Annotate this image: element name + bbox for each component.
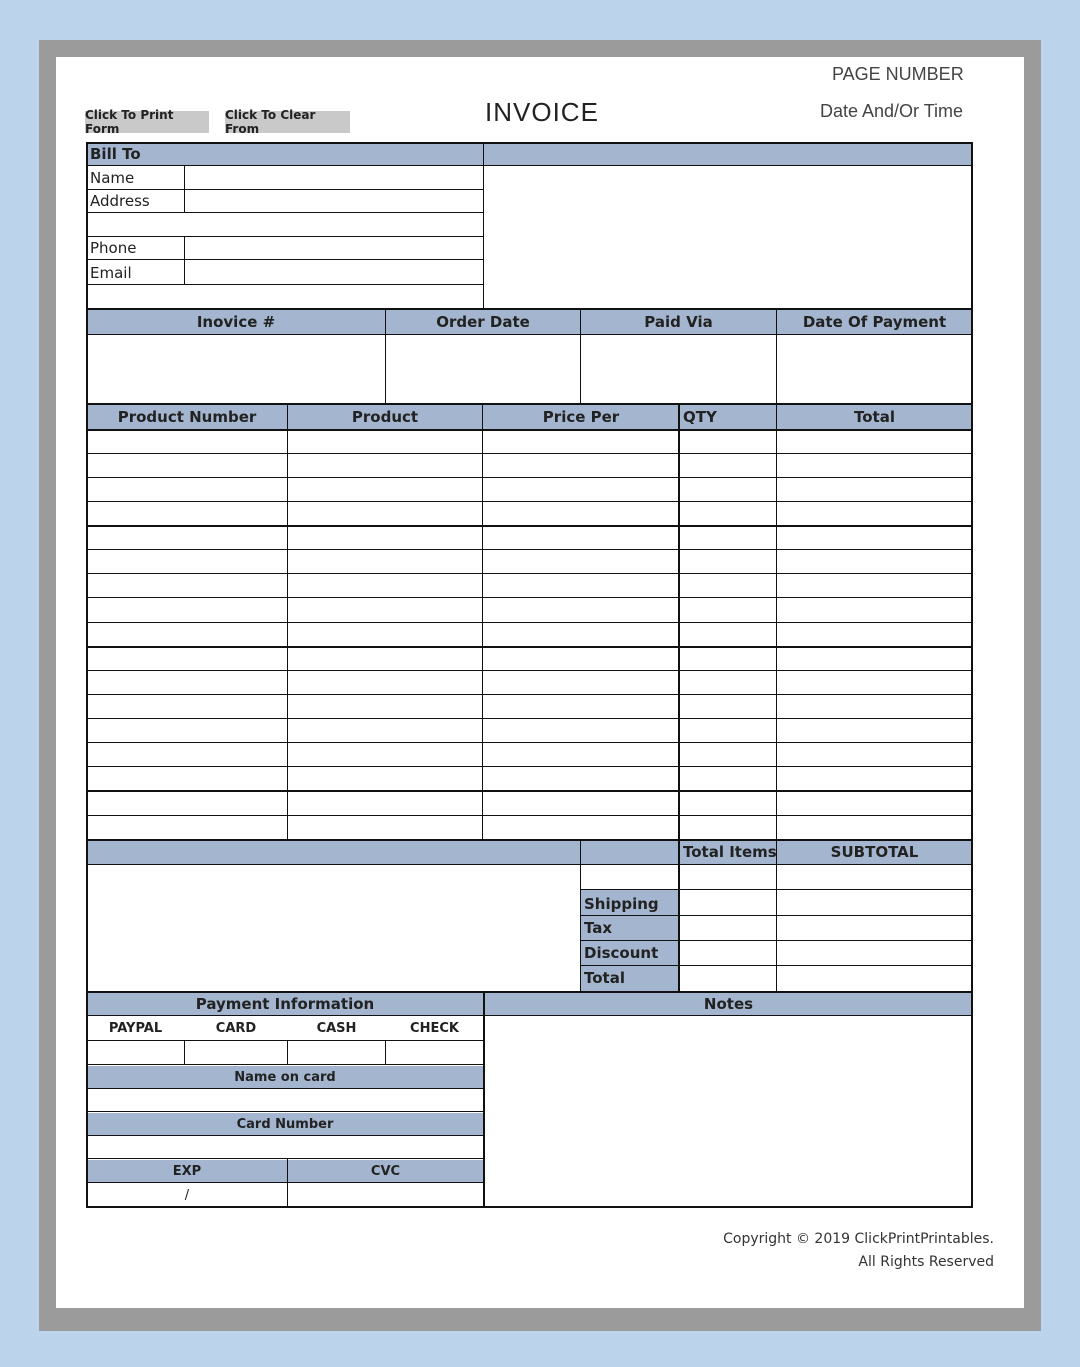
item-cell[interactable] xyxy=(87,624,287,646)
item-cell[interactable] xyxy=(483,768,678,790)
grid-line xyxy=(86,991,973,993)
date-of-payment-label: Date Of Payment xyxy=(802,312,947,331)
item-cell[interactable] xyxy=(680,744,776,766)
order-date-field[interactable] xyxy=(386,336,580,403)
paid-via-label: Paid Via xyxy=(644,312,713,331)
notes-heading: Notes xyxy=(703,994,754,1013)
method-card: CARD xyxy=(215,1021,257,1036)
item-cell[interactable] xyxy=(87,672,287,694)
item-cell[interactable] xyxy=(483,479,678,501)
grid-line xyxy=(184,1040,185,1064)
cash-checkbox[interactable] xyxy=(288,1042,385,1064)
item-cell[interactable] xyxy=(87,527,287,549)
item-cell[interactable] xyxy=(288,599,482,622)
phone-label: Phone xyxy=(90,238,137,257)
item-cell[interactable] xyxy=(680,551,776,573)
item-cell[interactable] xyxy=(288,551,482,573)
grid-line xyxy=(86,1040,484,1041)
name-on-card-label: Name on card xyxy=(234,1069,336,1085)
item-cell[interactable] xyxy=(288,744,482,766)
total-label: Total xyxy=(584,968,625,987)
grid-line xyxy=(86,1182,484,1183)
grid-line xyxy=(86,815,973,816)
item-cell[interactable] xyxy=(87,575,287,597)
grid-line xyxy=(86,766,973,767)
grid-line xyxy=(184,165,185,212)
item-cell[interactable] xyxy=(777,792,972,815)
col-price-per: Price Per xyxy=(542,407,620,426)
item-cell[interactable] xyxy=(777,551,972,573)
bill-to-heading: Bill To xyxy=(90,144,141,163)
grid-line xyxy=(580,915,973,916)
grid-line xyxy=(86,1135,484,1136)
item-cell[interactable] xyxy=(87,768,287,790)
card-checkbox[interactable] xyxy=(185,1042,287,1064)
invoice-number-label: Inovice # xyxy=(196,312,276,331)
item-cell[interactable] xyxy=(288,648,482,670)
item-cell[interactable] xyxy=(777,624,972,646)
item-cell[interactable] xyxy=(87,720,287,742)
grid-line xyxy=(86,1088,484,1089)
address-field[interactable] xyxy=(185,190,483,212)
item-cell[interactable] xyxy=(483,431,678,453)
item-cell[interactable] xyxy=(483,599,678,622)
grid-line xyxy=(580,308,581,404)
bill-to-header-band xyxy=(87,143,972,165)
grid-line xyxy=(86,694,973,695)
grid-line xyxy=(86,597,973,598)
method-cash: CASH xyxy=(316,1021,357,1036)
item-cell[interactable] xyxy=(87,817,287,839)
address-line2-field[interactable] xyxy=(87,213,483,236)
item-cell[interactable] xyxy=(288,575,482,597)
item-cell[interactable] xyxy=(87,696,287,718)
tax-label: Tax xyxy=(584,919,613,937)
exp-field[interactable]: / xyxy=(184,1187,190,1203)
grid-line xyxy=(86,549,973,550)
item-cell[interactable] xyxy=(483,792,678,815)
item-cell[interactable] xyxy=(483,575,678,597)
grid-line xyxy=(776,403,777,991)
grid-line xyxy=(385,308,386,404)
item-cell[interactable] xyxy=(483,817,678,839)
item-cell[interactable] xyxy=(288,720,482,742)
grid-line xyxy=(86,742,973,743)
grid-line xyxy=(86,334,973,335)
item-cell[interactable] xyxy=(680,792,776,815)
item-cell[interactable] xyxy=(777,696,972,718)
item-cell[interactable] xyxy=(777,672,972,694)
item-cell[interactable] xyxy=(680,720,776,742)
item-cell[interactable] xyxy=(288,479,482,501)
phone-field[interactable] xyxy=(185,237,483,259)
item-cell[interactable] xyxy=(87,744,287,766)
ship-to-field[interactable] xyxy=(485,167,971,308)
item-cell[interactable] xyxy=(680,817,776,839)
discount-label: Discount xyxy=(584,944,659,962)
item-cell[interactable] xyxy=(288,431,482,453)
grid-line xyxy=(86,1111,484,1112)
col-qty: QTY xyxy=(683,407,717,426)
grid-line xyxy=(86,477,973,478)
item-cell[interactable] xyxy=(288,624,482,646)
item-cell[interactable] xyxy=(87,792,287,815)
grid-line xyxy=(86,1206,973,1208)
paid-via-field[interactable] xyxy=(581,336,776,403)
check-checkbox[interactable] xyxy=(386,1042,483,1064)
item-cell[interactable] xyxy=(288,455,482,477)
item-cell[interactable] xyxy=(777,817,972,839)
name-field[interactable] xyxy=(185,167,483,189)
item-cell[interactable] xyxy=(288,672,482,694)
col-product: Product xyxy=(351,407,419,426)
cvc-label: CVC xyxy=(370,1163,401,1179)
grid-line xyxy=(86,839,973,841)
grid-line xyxy=(86,1015,973,1016)
item-cell[interactable] xyxy=(777,455,972,477)
subtotal-field[interactable] xyxy=(777,866,972,889)
col-product-number: Product Number xyxy=(117,407,257,426)
shipping-label: Shipping xyxy=(584,894,659,913)
method-check: CHECK xyxy=(410,1021,459,1036)
grid-line xyxy=(86,403,973,405)
grid-line xyxy=(678,403,680,991)
item-cell[interactable] xyxy=(680,768,776,790)
grid-line xyxy=(86,259,484,260)
item-cell[interactable] xyxy=(87,648,287,670)
date-time: Date And/Or Time xyxy=(820,101,964,121)
grid-line xyxy=(776,308,777,404)
grid-line xyxy=(482,403,483,840)
item-cell[interactable] xyxy=(777,527,972,549)
grid-line xyxy=(86,501,973,502)
cvc-field[interactable] xyxy=(288,1184,483,1206)
item-cell[interactable] xyxy=(680,575,776,597)
payment-info-heading: Payment Information xyxy=(195,994,375,1013)
item-cell[interactable] xyxy=(680,672,776,694)
item-cell[interactable] xyxy=(483,672,678,694)
name-on-card-field[interactable] xyxy=(87,1090,483,1111)
item-cell[interactable] xyxy=(680,599,776,622)
print-form-button[interactable]: Click To Print Form xyxy=(85,111,209,133)
item-cell[interactable] xyxy=(680,527,776,549)
grid-line xyxy=(86,142,973,144)
date-of-payment-field[interactable] xyxy=(777,336,972,403)
grid-line xyxy=(86,189,484,190)
item-cell[interactable] xyxy=(680,696,776,718)
item-cell[interactable] xyxy=(288,503,482,525)
grid-line xyxy=(86,165,973,166)
subtotal-label: SUBTOTAL xyxy=(830,843,919,861)
item-cell[interactable] xyxy=(777,431,972,453)
item-cell[interactable] xyxy=(87,455,287,477)
item-cell[interactable] xyxy=(680,455,776,477)
copyright-line1: Copyright © 2019 ClickPrintPrintables. xyxy=(723,1231,994,1247)
grid-line xyxy=(86,1158,484,1159)
item-cell[interactable] xyxy=(777,503,972,525)
paypal-checkbox[interactable] xyxy=(87,1042,184,1064)
item-cell[interactable] xyxy=(777,479,972,501)
method-paypal: PAYPAL xyxy=(108,1021,163,1036)
item-cell[interactable] xyxy=(777,720,972,742)
grid-line xyxy=(86,236,484,237)
item-cell[interactable] xyxy=(483,527,678,549)
discount-field[interactable] xyxy=(777,942,972,965)
total-field[interactable] xyxy=(777,966,972,990)
grid-line xyxy=(184,236,185,284)
page-number: PAGE NUMBER xyxy=(832,64,964,84)
item-cell[interactable] xyxy=(777,575,972,597)
exp-label: EXP xyxy=(172,1163,202,1179)
item-cell[interactable] xyxy=(87,479,287,501)
item-cell[interactable] xyxy=(288,817,482,839)
card-number-label: Card Number xyxy=(236,1116,334,1132)
item-cell[interactable] xyxy=(483,503,678,525)
item-cell[interactable] xyxy=(87,551,287,573)
clear-form-button[interactable]: Click To Clear From xyxy=(225,111,350,133)
comments-field[interactable] xyxy=(87,866,579,991)
invoice-number-field[interactable] xyxy=(87,336,385,403)
item-cell[interactable] xyxy=(483,551,678,573)
grid-line xyxy=(287,1040,288,1064)
grid-line xyxy=(86,142,88,1208)
item-cell[interactable] xyxy=(87,599,287,622)
notes-field[interactable] xyxy=(485,1017,971,1206)
item-cell[interactable] xyxy=(680,648,776,670)
page-title: INVOICE xyxy=(485,97,599,127)
item-cell[interactable] xyxy=(288,527,482,549)
grid-line xyxy=(483,991,485,1207)
address-label: Address xyxy=(90,191,150,210)
tax-field[interactable] xyxy=(777,917,972,940)
item-cell[interactable] xyxy=(87,503,287,525)
email-label: Email xyxy=(90,263,132,282)
item-cell[interactable] xyxy=(680,479,776,501)
item-cell[interactable] xyxy=(777,599,972,622)
item-cell[interactable] xyxy=(483,648,678,670)
shipping-field[interactable] xyxy=(777,892,972,915)
grid-line xyxy=(86,864,973,865)
item-cell[interactable] xyxy=(483,455,678,477)
email-field[interactable] xyxy=(185,262,483,284)
grid-line xyxy=(580,940,973,941)
item-cell[interactable] xyxy=(87,431,287,453)
grid-line xyxy=(385,1040,386,1064)
col-total: Total xyxy=(854,407,895,426)
grid-line xyxy=(86,573,973,574)
item-cell[interactable] xyxy=(680,503,776,525)
grid-line xyxy=(287,403,288,840)
total-items-field[interactable] xyxy=(680,866,776,889)
order-date-label: Order Date xyxy=(436,312,530,331)
grid-line xyxy=(86,670,973,671)
grid-line xyxy=(580,965,973,966)
grid-line xyxy=(86,308,973,310)
item-cell[interactable] xyxy=(483,744,678,766)
grid-line xyxy=(86,212,484,213)
item-cell[interactable] xyxy=(777,744,972,766)
item-cell[interactable] xyxy=(483,696,678,718)
grid-line xyxy=(86,1064,484,1065)
grid-line xyxy=(580,889,973,890)
item-cell[interactable] xyxy=(680,431,776,453)
card-number-field[interactable] xyxy=(87,1137,483,1158)
grid-line xyxy=(971,142,973,1208)
copyright-line2: All Rights Reserved xyxy=(858,1254,994,1270)
item-cell[interactable] xyxy=(288,768,482,790)
grid-line xyxy=(86,622,973,623)
item-cell[interactable] xyxy=(483,624,678,646)
item-cell[interactable] xyxy=(777,648,972,670)
grid-line xyxy=(287,1158,288,1207)
grid-line xyxy=(86,453,973,454)
item-cell[interactable] xyxy=(777,768,972,790)
item-cell[interactable] xyxy=(483,720,678,742)
grid-line xyxy=(86,718,973,719)
item-cell[interactable] xyxy=(680,624,776,646)
name-label: Name xyxy=(90,168,135,187)
total-items-label: Total Items xyxy=(683,843,777,861)
item-cell[interactable] xyxy=(288,792,482,815)
grid-line xyxy=(86,284,484,285)
item-cell[interactable] xyxy=(288,696,482,718)
